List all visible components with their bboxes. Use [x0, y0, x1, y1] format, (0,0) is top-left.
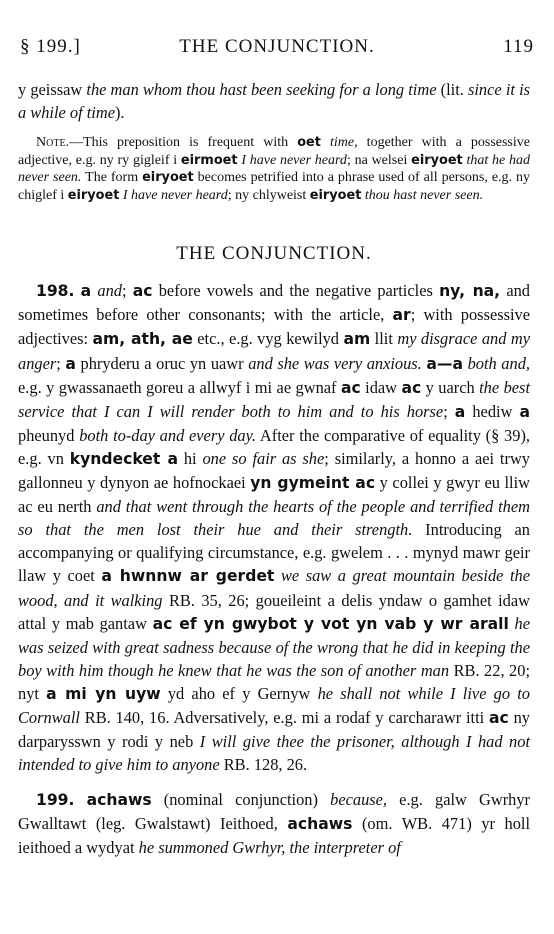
- section-heading: THE CONJUNCTION.: [176, 243, 372, 265]
- running-header: [20, 36, 534, 60]
- paragraph-number: 199.: [36, 791, 75, 810]
- paragraph-199: 199. achaws (nominal conjunction) because, e.g. galw Gwrhyr Gwalltawt (leg. Gwalstawt) Ieithoed, achaws (om. WB. 471) yr holl ieithoed a wydyat he summoned Gwrhyr, the interpreter of: [18, 790, 531, 858]
- paragraph-198: 198. a and; ac before vowels and the negative particles ny, na, and sometimes before other consonants; with the article, ar; with possessive adjectives: am, ath, ae etc., e.g. vyg kewilyd am llit my disgrace and my anger; a phryderu a oruc yn uawr and she was very anxious. a—a both and, e.g. y gwassanaeth goreu a allwyf i mi ae gwnaf ac idaw ac y uarch the best service that I can I will render both to him and to his horse; a hediw a pheunyd both to-day and every day. After the comparative of equality (§ 39), e.g. vn kyndecket a hi one so fair as she; similarly, a honno a aei trwy gallonneu y dynyon ae hofnockaei yn gymeint ac y collei y gwyr eu lliw ac eu nerth and that went through the hearts of the people and terrified them so that the men lost their hue and their strength. Introducing an accompanying or qualifying circumstance, e.g. gwelem . . . mynyd mawr geir llaw y coet a hwnnw ar gerdet we saw a great mountain beside the wood, and it walking RB. 35, 26; goueileint a delis yndaw o gamhet idaw attal y mab gantaw ac ef yn gwybot y vot yn vab y wr arall he was seized with great sadness because of the wrong that he did in keeping the boy with him though he knew that he was the son of another man RB. 22, 20; nyt a mi yn uyw yd aho ef y Gernyw he shall not while I live go to Cornwall RB. 140, 16. Adversatively, e.g. mi a rodaf y carcharawr itti ac ny darparysswn y rodi y neb I will give thee the prisoner, although I had not intended to give him to anyone RB. 128, 26.: [18, 281, 530, 775]
- section-reference: § 199.]: [20, 36, 81, 57]
- running-title: THE CONJUNCTION.: [179, 36, 375, 57]
- paragraph-number: 198.: [36, 282, 75, 301]
- page-number: 119: [503, 36, 534, 57]
- note-label: Note.: [36, 135, 70, 151]
- page-body: [18, 78, 530, 860]
- intro-paragraph: y geissaw the man whom thou hast been seeking for a long time (lit. since it is a while of time).: [18, 80, 531, 123]
- note-paragraph: Note.—This preposition is frequent with oet time, together with a possessive adjective, e.g. ny ry gigleif i eirmoet I have never heard; na welsei eiryoet that he had never seen. The form eiryoet becomes petrified into a phrase used of all persons, e.g. ny chiglef i eiryoet I have never heard; ny chlyweist eiryoet thou hast never seen.: [18, 135, 530, 203]
